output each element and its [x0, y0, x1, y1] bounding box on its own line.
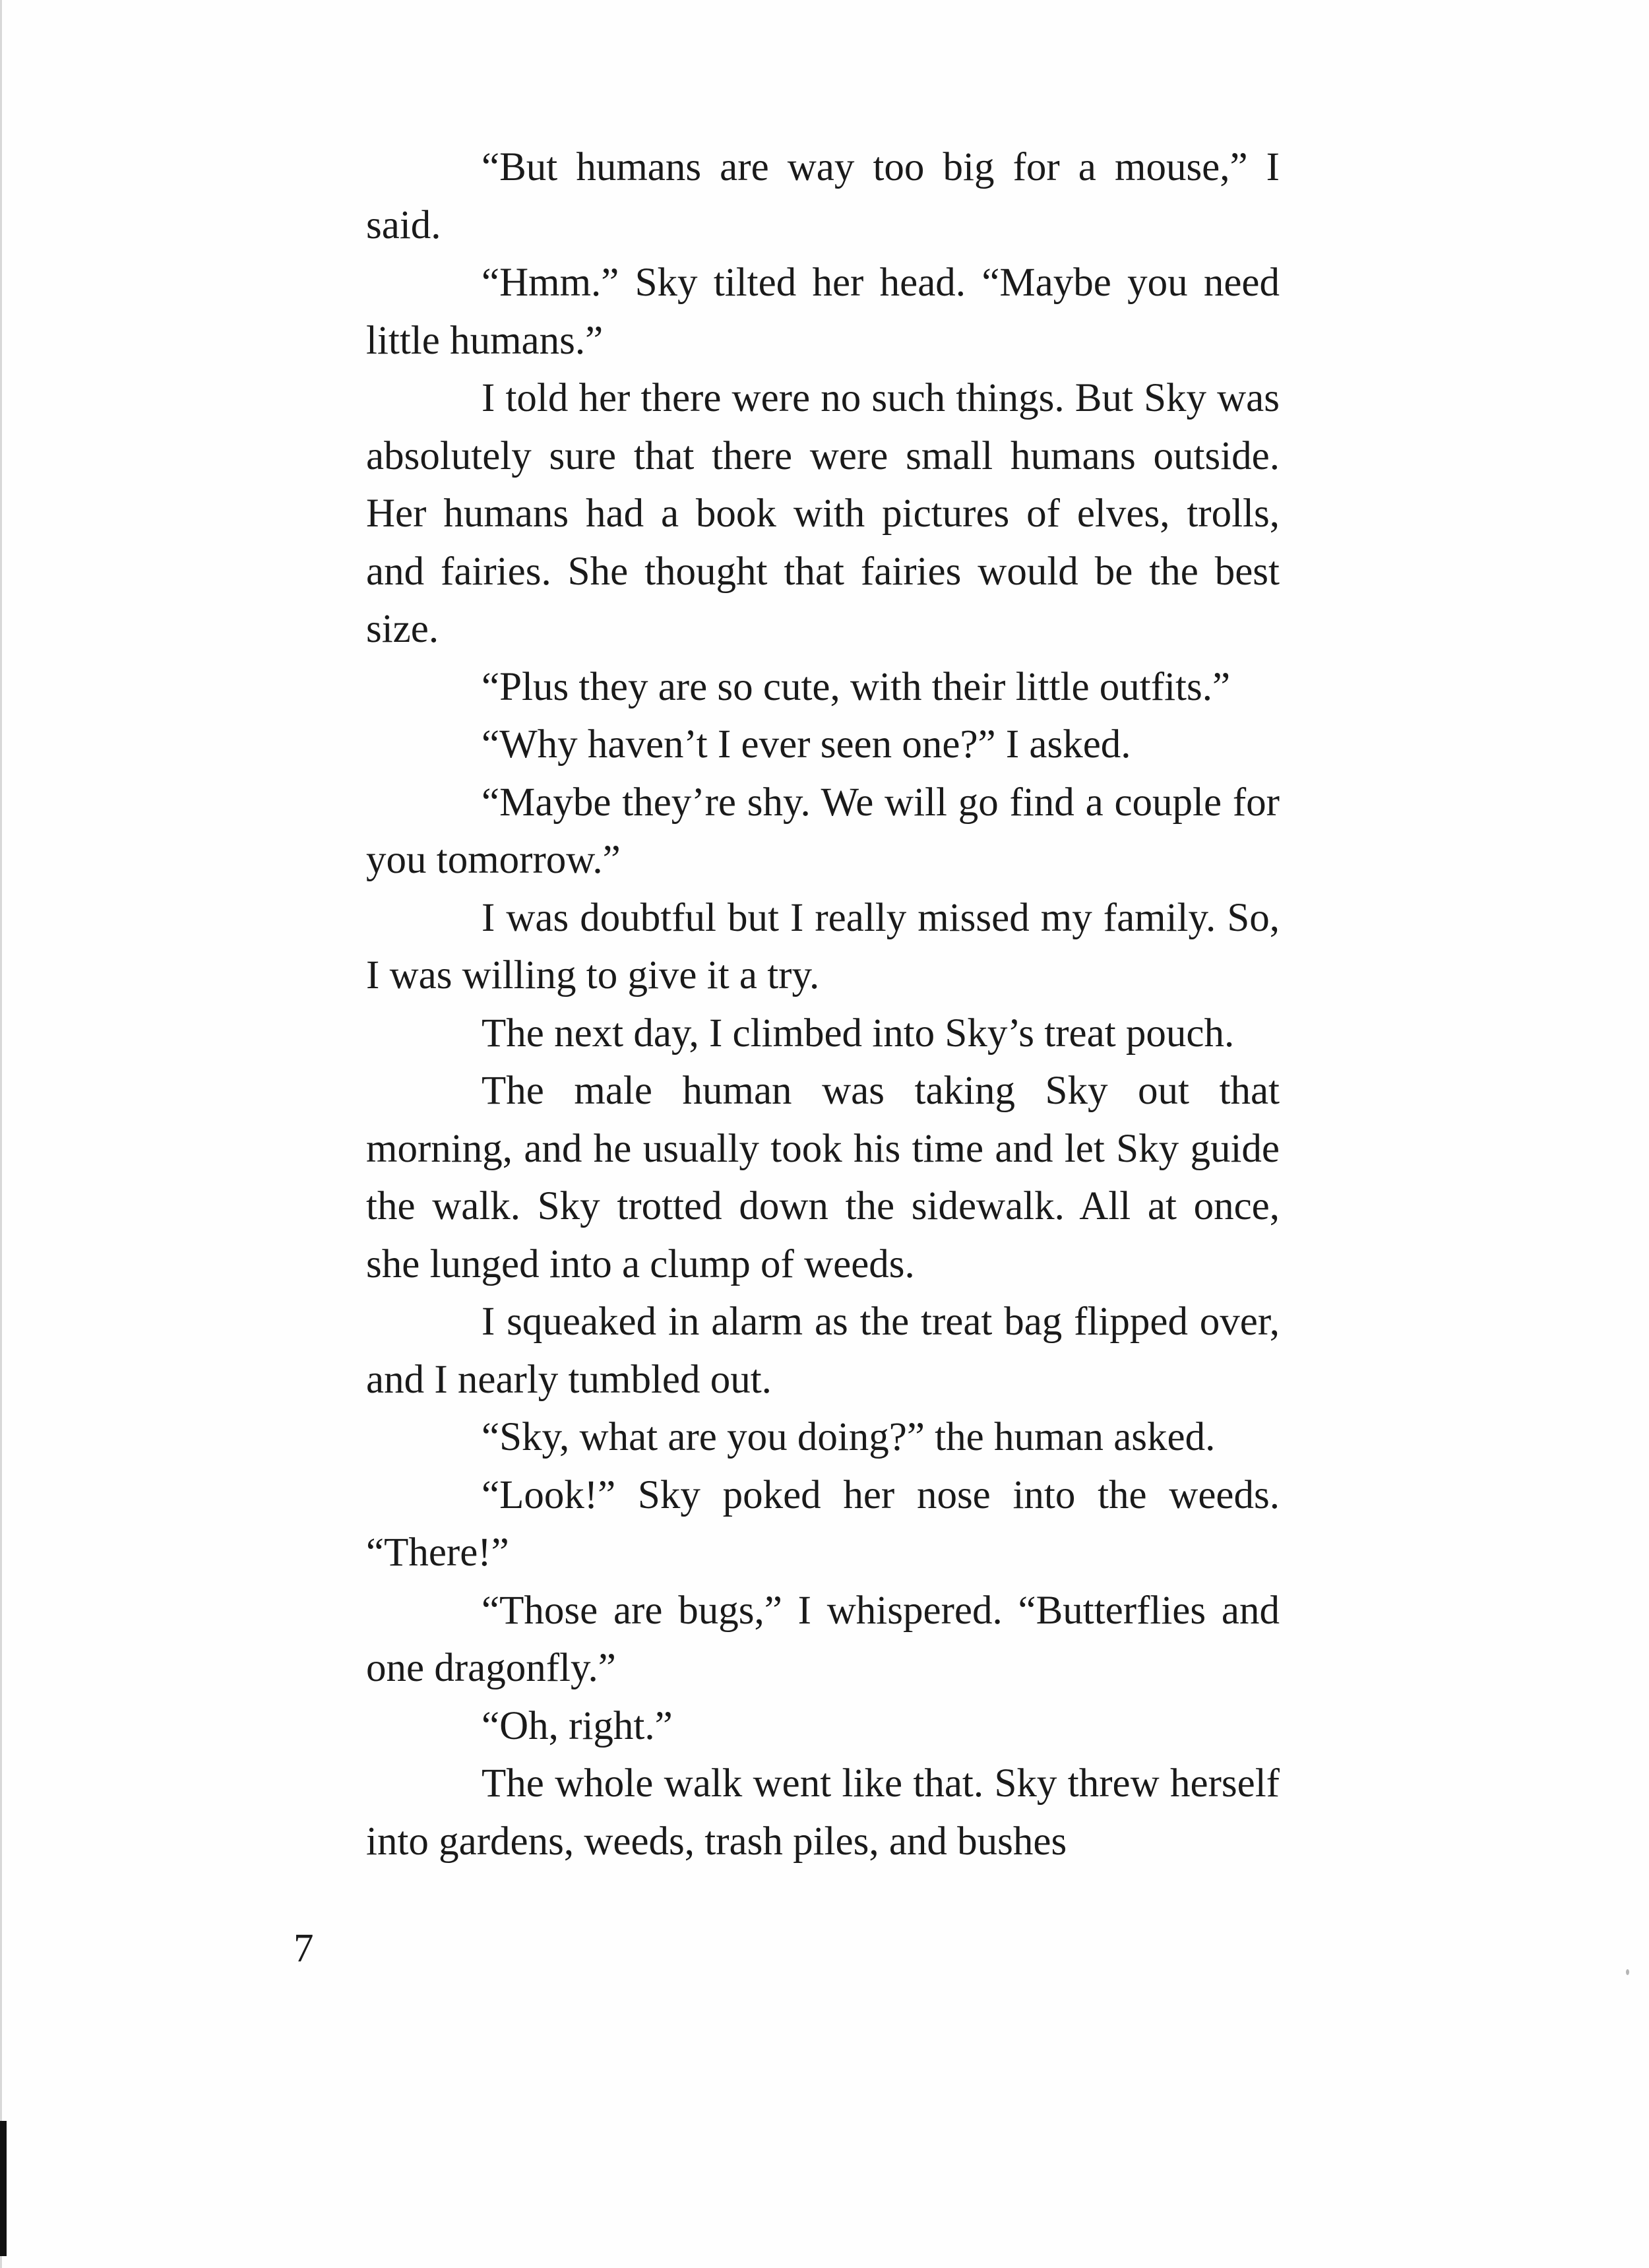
paragraph: The whole walk went like that. Sky threw herself into gardens, weeds, trash piles, and bushes	[366, 1761, 1280, 1864]
paragraph: “Look!” Sky poked her nose into the weeds. “There!”	[366, 1472, 1280, 1575]
scan-edge-mark	[0, 2121, 7, 2256]
paragraph: “Plus they are so cute, with their little outfits.”	[482, 664, 1231, 709]
page-number: 7	[294, 1926, 314, 1970]
paragraph: “Oh, right.”	[482, 1703, 673, 1748]
paragraph: “Hmm.” Sky tilted her head. “Maybe you need little humans.”	[366, 261, 1280, 363]
scan-left-edge	[0, 0, 2, 2268]
scan-speck	[1626, 1969, 1629, 1975]
paragraph: “Why haven’t I ever seen one?” I asked.	[482, 722, 1131, 767]
paragraph: I squeaked in alarm as the treat bag flipped over, and I nearly tumbled out.	[366, 1300, 1280, 1402]
paragraph: “Those are bugs,” I whispered. “Butterflies and one dragonfly.”	[366, 1588, 1280, 1690]
paragraph: The next day, I climbed into Sky’s treat pouch.	[482, 1011, 1235, 1055]
paragraph: I was doubtful but I really missed my family. So, I was willing to give it a try.	[366, 895, 1280, 997]
paragraph: “Sky, what are you doing?” the human asked.	[482, 1415, 1216, 1459]
paragraph: I told her there were no such things. But Sky was absolutely sure that there were small humans outside. Her humans had a book with pictures of elves, trolls, and fairies. She thought that fairies would be the best size.	[366, 376, 1280, 651]
paragraph: “But humans are way too big for a mouse,” I said.	[366, 145, 1280, 247]
paragraph: The male human was taking Sky out that morning, and he usually took his time and let Sky guide the walk. Sky trotted down the sidewalk. All at once, she lunged into a clump of weeds.	[366, 1069, 1280, 1286]
paragraph: “Maybe they’re shy. We will go find a couple for you tomorrow.”	[366, 780, 1280, 882]
body-text	[366, 139, 1280, 1870]
